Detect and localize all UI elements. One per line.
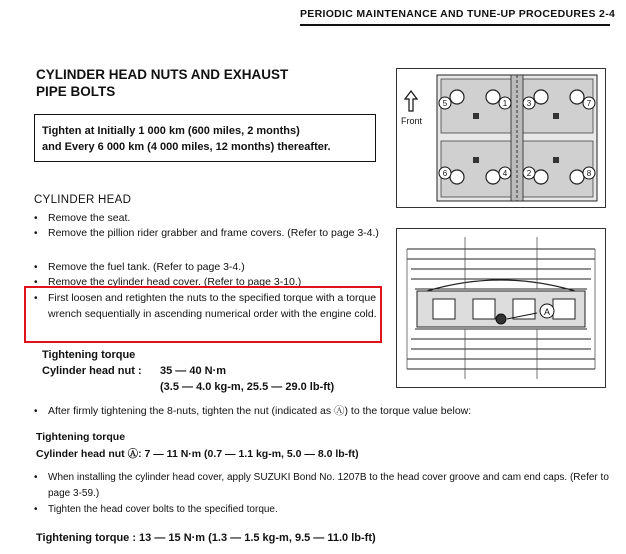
interval-line-2: and Every 6 000 km (4 000 miles, 12 months) thereafter. xyxy=(42,141,331,153)
cam-bolt xyxy=(473,157,479,163)
nut-number: 7 xyxy=(586,99,592,108)
cam-bolt xyxy=(553,113,559,119)
valve xyxy=(450,170,464,184)
bullet-icon: • xyxy=(34,228,38,239)
cam-bolt xyxy=(473,113,479,119)
bullet-icon: • xyxy=(34,262,38,273)
header-rule xyxy=(300,24,610,26)
step-text: Remove the fuel tank. (Refer to page 3-4.) xyxy=(48,261,245,273)
bullet-icon: • xyxy=(34,472,38,483)
list-item xyxy=(34,211,384,227)
highlight-box xyxy=(24,286,382,343)
nut-number: 2 xyxy=(526,169,532,178)
valve xyxy=(534,170,548,184)
nut-number: 1 xyxy=(502,99,508,108)
nut-number: 4 xyxy=(502,169,508,178)
cam-bolt xyxy=(553,157,559,163)
bullet-icon: • xyxy=(34,277,38,288)
nut-order-diagram xyxy=(397,69,605,207)
valve xyxy=(450,90,464,104)
torque-value: 35 — 40 N·m xyxy=(160,365,227,377)
bullet-icon: • xyxy=(34,213,38,224)
nut-number: 6 xyxy=(442,169,448,178)
port xyxy=(433,299,455,319)
torque-label: Tightening torque xyxy=(36,431,126,443)
torque-label: Tightening torque xyxy=(42,349,136,361)
step-text: When installing the cylinder head cover, apply SUZUKI Bond No. 1207B to the head cover groove and cam end caps. (Refer to page 3-59.) xyxy=(48,472,609,499)
nut-a xyxy=(496,314,506,324)
title-line-1: CYLINDER HEAD NUTS AND EXHAUST xyxy=(36,67,289,82)
nut-number: 8 xyxy=(586,169,592,178)
valve xyxy=(570,170,584,184)
title-line-2: PIPE BOLTS xyxy=(36,84,116,99)
list-item xyxy=(34,502,614,518)
engine-side-figure xyxy=(396,228,606,388)
nut-order-figure xyxy=(396,68,606,208)
nut-number: 3 xyxy=(526,99,532,108)
interval-line-1: Tighten at Initially 1 000 km (600 miles, 2 months) xyxy=(42,125,300,137)
list-item xyxy=(34,226,384,242)
front-arrow-icon xyxy=(405,91,417,111)
step-text: Remove the cylinder head cover. (Refer to page 3-10.) xyxy=(48,276,302,288)
valve xyxy=(570,90,584,104)
interval-box xyxy=(34,114,376,162)
step-text: Tighten the head cover bolts to the specified torque. xyxy=(48,504,278,515)
step-text: Remove the seat. xyxy=(48,212,131,224)
list-item xyxy=(34,260,384,276)
port xyxy=(473,299,495,319)
torque-spec-line: Tightening torque : 13 — 15 N·m (1.3 — 1.5 kg-m, 9.5 — 11.0 lb-ft) xyxy=(36,532,376,544)
bullet-icon: • xyxy=(34,406,38,417)
list-item xyxy=(34,470,619,501)
page-header: PERIODIC MAINTENANCE AND TUNE-UP PROCEDURES 2-4 xyxy=(300,8,616,20)
cylinder-head-heading: CYLINDER HEAD xyxy=(34,194,132,206)
torque-name: Cylinder head nut : xyxy=(42,365,142,377)
step-text: Remove the pillion rider grabber and frame covers. (Refer to page 3-4.) xyxy=(48,227,379,239)
bullet-icon: • xyxy=(34,504,38,515)
engine-side-diagram xyxy=(397,229,605,387)
list-item xyxy=(34,404,614,420)
torque-value-alt: (3.5 — 4.0 kg-m, 25.5 — 29.0 lb-ft) xyxy=(160,381,335,393)
torque-spec-line: Cylinder head nut Ⓐ: 7 — 11 N·m (0.7 — 1.1 kg-m, 5.0 — 8.0 lb-ft) xyxy=(36,448,359,460)
valve xyxy=(486,90,500,104)
port xyxy=(553,299,575,319)
section-title xyxy=(36,66,366,100)
step-text: After firmly tightening the 8-nuts, tighten the nut (indicated as Ⓐ) to the torque value below: xyxy=(48,405,472,417)
step-text: First loosen and retighten the nuts to the specified torque with a torque wrench sequentially in ascending numerical order with the engine cold. xyxy=(48,292,377,320)
callout-a-label: A xyxy=(543,307,551,317)
valve xyxy=(486,170,500,184)
valve xyxy=(534,90,548,104)
bullet-icon: • xyxy=(34,293,38,304)
front-label: Front xyxy=(401,116,423,126)
nut-number: 5 xyxy=(442,99,448,108)
